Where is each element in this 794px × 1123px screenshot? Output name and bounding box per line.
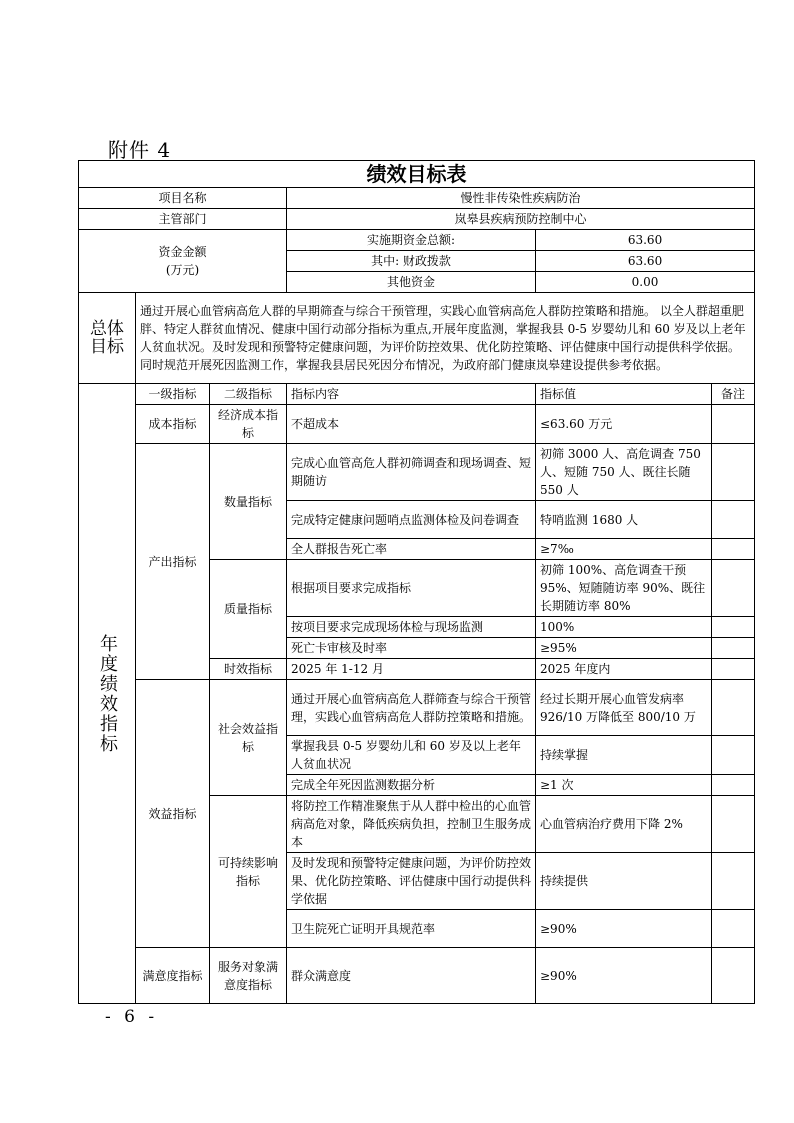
sustain-content-2: 及时发现和预警特定健康问题，为评价防控效果、优化防控策略、评估健康中国行动提供科学依据 xyxy=(287,853,536,910)
header-value: 指标值 xyxy=(536,384,712,405)
cost-value: ≤63.60 万元 xyxy=(536,405,712,444)
sustain-value-1: 心血管病治疗费用下降 2% xyxy=(536,796,712,853)
annual-indicators-label-cell xyxy=(79,384,136,1004)
quality-value-1: 初筛 100%、高危调查干预 95%、短随随访率 90%、既往长期随访率 80% xyxy=(536,560,712,617)
quantity-value-2: 特哨监测 1680 人 xyxy=(536,501,712,539)
timeliness-value: 2025 年度内 xyxy=(536,659,712,680)
header-level2: 二级指标 xyxy=(210,384,287,405)
sustain-l2: 可持续影响指标 xyxy=(210,796,287,948)
sustain-note-3 xyxy=(712,910,755,948)
funds-other-value: 0.00 xyxy=(536,272,755,293)
funds-total-value: 63.60 xyxy=(536,230,755,251)
funds-unit: (万元) xyxy=(165,263,200,277)
cost-l2: 经济成本指标 xyxy=(210,405,287,444)
social-note-3 xyxy=(712,775,755,796)
quantity-value-1: 初筛 3000 人、高危调查 750 人、短随 750 人、既往长随 550 人 xyxy=(536,444,712,501)
quantity-content-3: 全人群报告死亡率 xyxy=(287,539,536,560)
satisfaction-note xyxy=(712,948,755,1004)
quality-l2: 质量指标 xyxy=(210,560,287,659)
cost-note xyxy=(712,405,755,444)
quantity-note-2 xyxy=(712,501,755,539)
quantity-l2: 数量指标 xyxy=(210,444,287,560)
overall-goal-text: 通过开展心血管病高危人群的早期筛查与综合干预管理，实践心血管病高危人群防控策略和措施。 以全人群超重肥胖、特定人群贫血情况、健康中国行动部分指标为重点,开展年度监测，掌握我县 0-5 岁婴幼儿和 60 岁及以上老年人贫血状况。及时发现和预警特定健康问题，为评价防控效果、优化防控策略、评估健康中国行动提供科学依据。同时规范开展死因监测工作，掌握我县居民死因分布情况，为政府部门健康岚皋建设提供参考依据。 xyxy=(136,293,755,384)
dept-label: 主管部门 xyxy=(79,209,287,230)
quantity-content-2: 完成特定健康问题哨点监测体检及问卷调查 xyxy=(287,501,536,539)
social-content-1: 通过开展心血管病高危人群筛查与综合干预管理，实践心血管病高危人群防控策略和措施。 xyxy=(287,680,536,736)
project-name-label: 项目名称 xyxy=(79,188,287,209)
quantity-note-1 xyxy=(712,444,755,501)
header-level1: 一级指标 xyxy=(136,384,210,405)
social-value-3: ≥1 次 xyxy=(536,775,712,796)
dept-value: 岚皋县疾病预防控制中心 xyxy=(287,209,755,230)
overall-goal-label-line1: 总体 xyxy=(90,319,124,339)
quality-content-2: 按项目要求完成现场体检与现场监测 xyxy=(287,617,536,638)
quality-note-3 xyxy=(712,638,755,659)
social-note-1 xyxy=(712,680,755,736)
performance-table xyxy=(78,160,755,1004)
sustain-content-1: 将防控工作精准聚焦于从人群中检出的心血管病高危对象，降低疾病负担，控制卫生服务成本 xyxy=(287,796,536,853)
social-value-2: 持续掌握 xyxy=(536,736,712,775)
timeliness-note xyxy=(712,659,755,680)
quantity-content-1: 完成心血管高危人群初筛调查和现场调查、短期随访 xyxy=(287,444,536,501)
funds-label-text: 资金金额 xyxy=(158,245,207,259)
sustain-note-2 xyxy=(712,853,755,910)
satisfaction-l2: 服务对象满意度指标 xyxy=(210,948,287,1004)
social-content-3: 完成全年死因监测数据分析 xyxy=(287,775,536,796)
timeliness-l2: 时效指标 xyxy=(210,659,287,680)
header-content: 指标内容 xyxy=(287,384,536,405)
social-value-1: 经过长期开展心血管发病率 926/10 万降低至 800/10 万 xyxy=(536,680,712,736)
satisfaction-value: ≥90% xyxy=(536,948,712,1004)
funds-fiscal-label: 其中: 财政拨款 xyxy=(287,251,536,272)
quantity-note-3 xyxy=(712,539,755,560)
funds-label xyxy=(79,230,287,293)
project-name-value: 慢性非传染性疾病防治 xyxy=(287,188,755,209)
quality-content-3: 死亡卡审核及时率 xyxy=(287,638,536,659)
funds-total-label: 实施期资金总额: xyxy=(287,230,536,251)
funds-fiscal-value: 63.60 xyxy=(536,251,755,272)
satisfaction-l1: 满意度指标 xyxy=(136,948,210,1004)
quality-value-3: ≥95% xyxy=(536,638,712,659)
quality-value-2: 100% xyxy=(536,617,712,638)
sustain-value-3: ≥90% xyxy=(536,910,712,948)
table-title: 绩效目标表 xyxy=(79,161,755,188)
benefit-l1: 效益指标 xyxy=(136,680,210,948)
sustain-value-2: 持续提供 xyxy=(536,853,712,910)
funds-other-label: 其他资金 xyxy=(287,272,536,293)
sustain-note-1 xyxy=(712,796,755,853)
quality-content-1: 根据项目要求完成指标 xyxy=(287,560,536,617)
quality-note-2 xyxy=(712,617,755,638)
page-number: - 6 - xyxy=(105,1007,159,1027)
social-content-2: 掌握我县 0-5 岁婴幼儿和 60 岁及以上老年人贫血状况 xyxy=(287,736,536,775)
timeliness-content: 2025 年 1-12 月 xyxy=(287,659,536,680)
attachment-label: 附件 4 xyxy=(108,138,172,162)
cost-l1: 成本指标 xyxy=(136,405,210,444)
quantity-value-3: ≥7‰ xyxy=(536,539,712,560)
social-note-2 xyxy=(712,736,755,775)
cost-content: 不超成本 xyxy=(287,405,536,444)
social-l2: 社会效益指标 xyxy=(210,680,287,796)
satisfaction-content: 群众满意度 xyxy=(287,948,536,1004)
annual-indicators-label: 年度绩效指标 xyxy=(97,633,118,754)
header-note: 备注 xyxy=(712,384,755,405)
overall-goal-label xyxy=(79,293,136,384)
sustain-content-3: 卫生院死亡证明开具规范率 xyxy=(287,910,536,948)
quality-note-1 xyxy=(712,560,755,617)
output-l1: 产出指标 xyxy=(136,444,210,680)
overall-goal-label-line2: 目标 xyxy=(90,337,124,357)
